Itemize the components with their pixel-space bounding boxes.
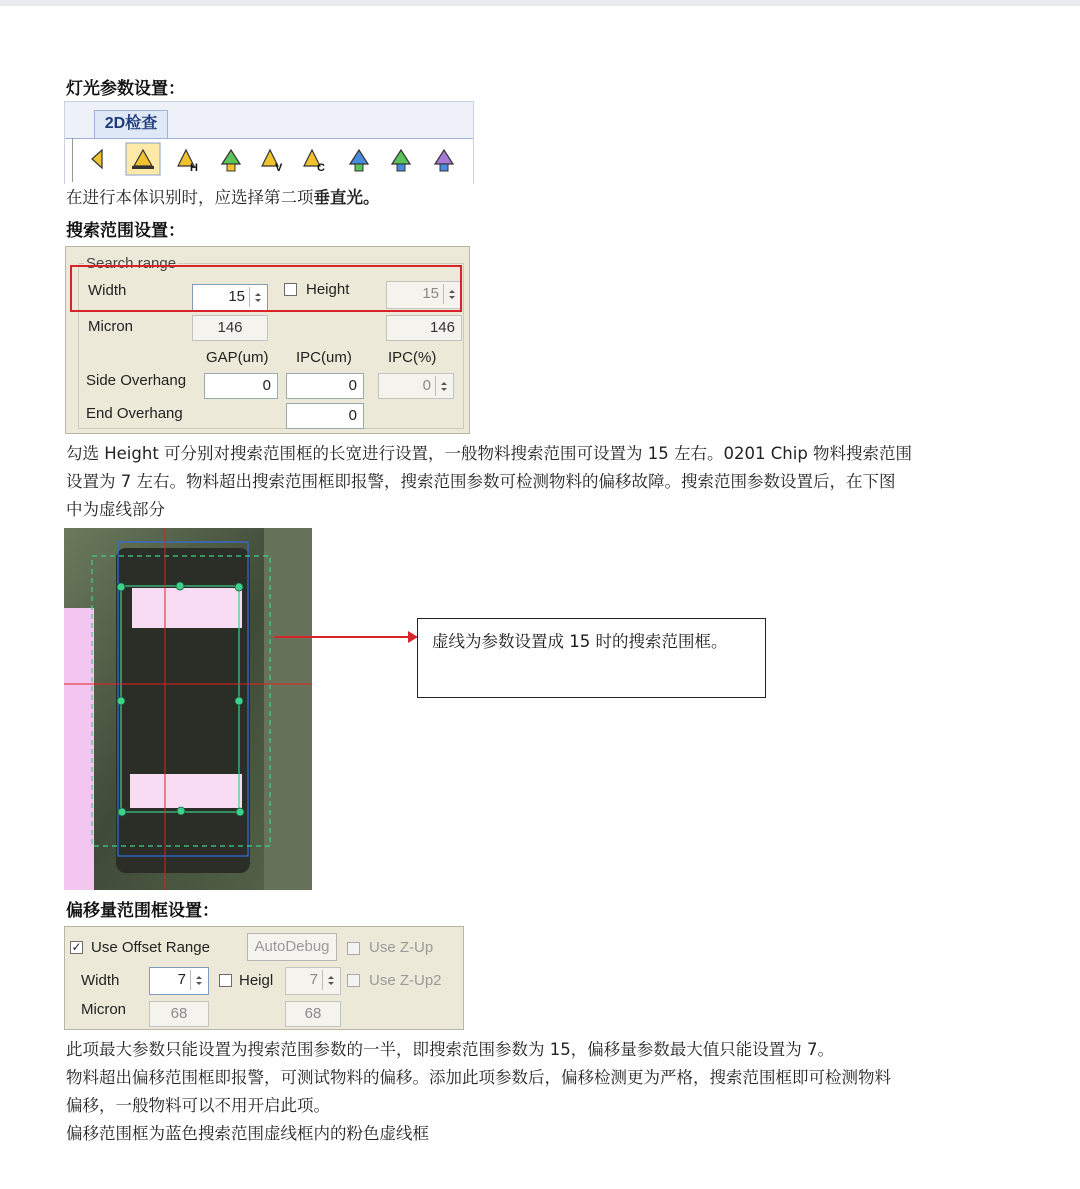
callout-text: 虚线为参数设置成 15 时的搜索范围框。 [432,632,728,651]
side-ipc-um-field[interactable]: 0 [286,373,364,399]
light-v-icon[interactable] [262,150,283,174]
callout-box [417,618,766,698]
svg-text:V: V [275,162,283,174]
search-width-label: Width [88,282,127,299]
height-check-label: Height [306,281,350,298]
offset-height-check-label: Heigl [239,972,274,989]
para-offset-line-1: 此项最大参数只能设置为搜索范围参数的一半，即搜索范围参数为 15，偏移量参数最大值只能设置为 7。 [66,1040,834,1059]
side-gap-field[interactable]: 0 [204,373,278,399]
side-ipc-pct-stepper[interactable] [378,373,454,399]
spin-arrows-icon[interactable] [190,970,206,990]
light-icons-row [86,140,466,180]
heading-search-range: 搜索范围设置： [66,221,185,241]
side-overhang-label: Side Overhang [86,372,187,389]
tab-2d-inspection[interactable]: 2D检查 [94,110,168,138]
heading-offset-range: 偏移量范围框设置： [66,901,219,921]
offset-width-label: Width [81,972,120,989]
para-search-line-3: 中为虚线部分 [66,500,165,519]
col-gap-label: GAP(um) [206,349,269,366]
para-search-line-2: 设置为 7 左右。物料超出搜索范围框即报警，搜索范围参数可检测物料的偏移故障。搜索范围参数设置后，在下图 [66,472,896,491]
callout-arrow [272,628,422,648]
offset-micron-label: Micron [81,1001,127,1018]
highlight-box [70,265,462,312]
offset-height-value: 7 [309,971,318,988]
side-light-icon[interactable] [92,150,102,168]
svg-text:H: H [190,162,198,174]
para-offset-line-3: 偏移，一般物料可以不用开启此项。 [66,1096,330,1115]
autodebug-button[interactable]: AutoDebug [247,933,337,961]
light-c-icon[interactable] [304,150,325,174]
light-green-icon[interactable] [222,150,240,171]
light-h-icon[interactable] [178,150,198,174]
para-light-text: 在进行本体识别时，应选择第二项 [66,188,314,207]
light-purple-icon[interactable] [435,150,453,171]
vertical-light-icon[interactable] [126,143,160,175]
use-zup-label: Use Z-Up [369,939,434,956]
para-light-bold: 垂直光。 [313,188,380,207]
offset-height-stepper[interactable] [285,967,341,995]
use-zup2-checkbox[interactable] [347,974,360,987]
para-light-choice [66,184,380,213]
svg-text:C: C [317,162,325,174]
chip-inspection-image [64,528,312,890]
end-ipc-um-field[interactable]: 0 [286,403,364,429]
top-bar [0,0,1080,6]
para-offset-line-4: 偏移范围框为蓝色搜索范围虚线框内的粉色虚线框 [66,1124,429,1143]
offset-height-checkbox[interactable] [219,974,232,987]
spin-arrows-icon[interactable] [322,970,338,990]
search-range-group-label: Search range [86,255,177,272]
search-micron-label: Micron [88,318,134,335]
col-ipc-pct-label: IPC(%) [388,349,437,366]
use-zup-checkbox[interactable] [347,942,360,955]
light-blue-icon[interactable] [350,150,368,171]
use-zup2-label: Use Z-Up2 [369,972,442,989]
offset-micron-height-field: 68 [285,1001,341,1027]
spin-arrows-icon[interactable] [435,376,451,396]
use-offset-checkbox[interactable]: ✓ [71,940,82,954]
col-ipc-um-label: IPC(um) [296,349,352,366]
search-micron-height-field: 146 [386,315,462,341]
light-blue-2-icon[interactable] [392,150,410,171]
end-overhang-label: End Overhang [86,405,183,422]
heading-light-settings: 灯光参数设置： [66,79,185,99]
offset-width-stepper[interactable] [149,967,209,995]
para-search-line-1: 勾选 Height 可分别对搜索范围框的长宽进行设置，一般物料搜索范围可设置为 15 左右。0201 Chip 物料搜索范围 [66,444,913,463]
search-width-value: 15 [228,288,245,305]
search-micron-width-field: 146 [192,315,268,341]
offset-width-value: 7 [177,971,186,988]
side-ipc-pct-value: 0 [422,377,431,394]
offset-range-panel [64,926,464,1030]
use-offset-label: Use Offset Range [91,939,210,956]
offset-micron-width-field: 68 [149,1001,209,1027]
para-offset-line-2: 物料超出偏移范围框即报警，可测试物料的偏移。添加此项参数后，偏移检测更为严格，搜索范围框即可检测物料 [66,1068,891,1087]
search-height-value: 15 [422,285,439,302]
